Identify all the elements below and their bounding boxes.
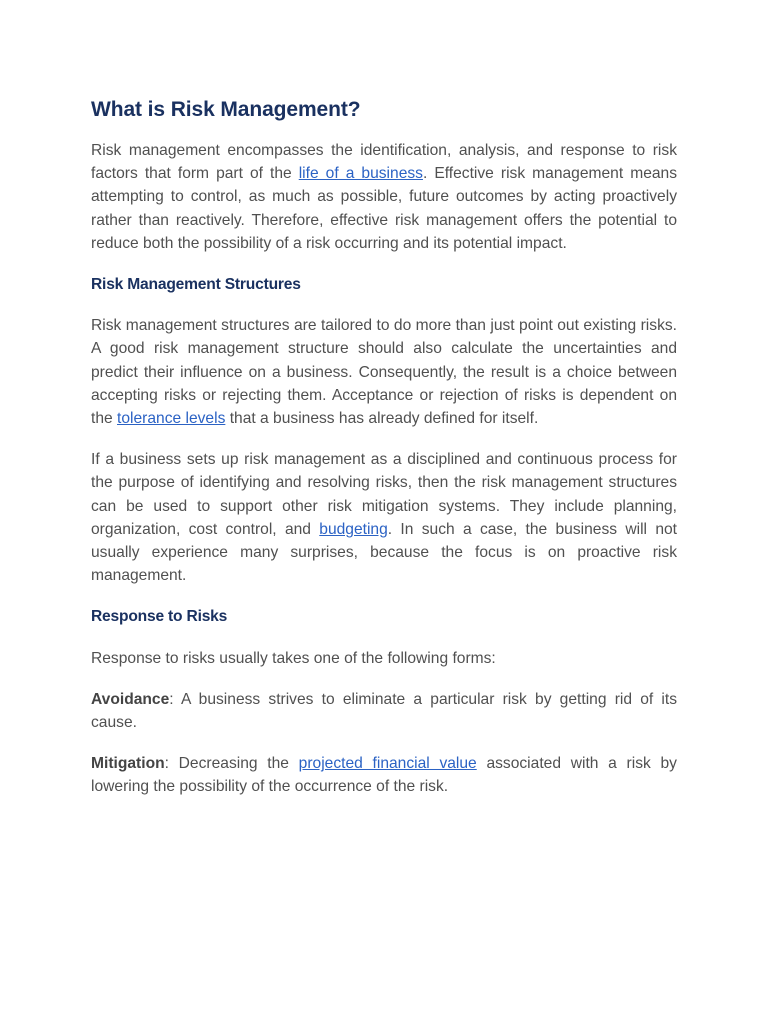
structures-paragraph-2: [91, 448, 677, 587]
mitigation-term: Mitigation: [91, 755, 165, 773]
structures-heading: Risk Management Structures: [91, 276, 301, 294]
avoidance-paragraph: [91, 688, 677, 734]
budgeting-link[interactable]: budgeting: [319, 520, 388, 538]
structures-p2-text-end: . In such a case, the business will not usually experience many surprises, because the focus is on proactive risk management.: [91, 520, 677, 585]
structures-p1-text-start: Risk management structures are tailored to do more than just point out existing risks. A good risk management structure should also calculate the uncertainties and predict their influence on a business. Consequently, the result is a choice between accepting risks or rejecting them. Acceptance or rejection of risks is dependent on the: [91, 317, 677, 428]
response-heading: Response to Risks: [91, 608, 228, 626]
page-title: What is Risk Management?: [91, 98, 361, 121]
mitigation-paragraph: [91, 752, 677, 798]
structures-p2-text-start: If a business sets up risk management as a disciplined and continuous process for the purpose of identifying and resolving risks, then the risk management structures can be used to support other risk mitigation systems. They include planning, organization, cost control, and: [91, 451, 677, 538]
structures-paragraph-1: [91, 314, 677, 430]
life-of-a-business-link[interactable]: life of a business: [298, 165, 423, 183]
structures-p1-text-end: that a business has already defined for itself.: [225, 410, 539, 428]
document-page: [91, 94, 677, 799]
response-intro-paragraph: Response to risks usually takes one of the following forms:: [91, 649, 496, 667]
mitigation-text-end: associated with a risk by lowering the possibility of the occurrence of the risk.: [91, 755, 677, 796]
intro-paragraph: [91, 139, 677, 255]
avoidance-term: Avoidance: [91, 690, 170, 708]
avoidance-text: : A business strives to eliminate a particular risk by getting rid of its cause.: [91, 690, 677, 732]
intro-text-start: Risk management encompasses the identification, analysis, and response to risk factors that form part of the: [91, 142, 677, 183]
tolerance-levels-link[interactable]: tolerance levels: [117, 410, 226, 428]
mitigation-text-start: : Decreasing the: [164, 755, 299, 773]
projected-financial-value-link[interactable]: projected financial value: [298, 755, 477, 773]
intro-text-end: . Effective risk management means attempting to control, as much as possible, future outcomes by acting proactively rather than reactively. Therefore, effective risk management offers the potential to reduce both the possibility of a risk occurring and its potential impact.: [91, 165, 678, 252]
